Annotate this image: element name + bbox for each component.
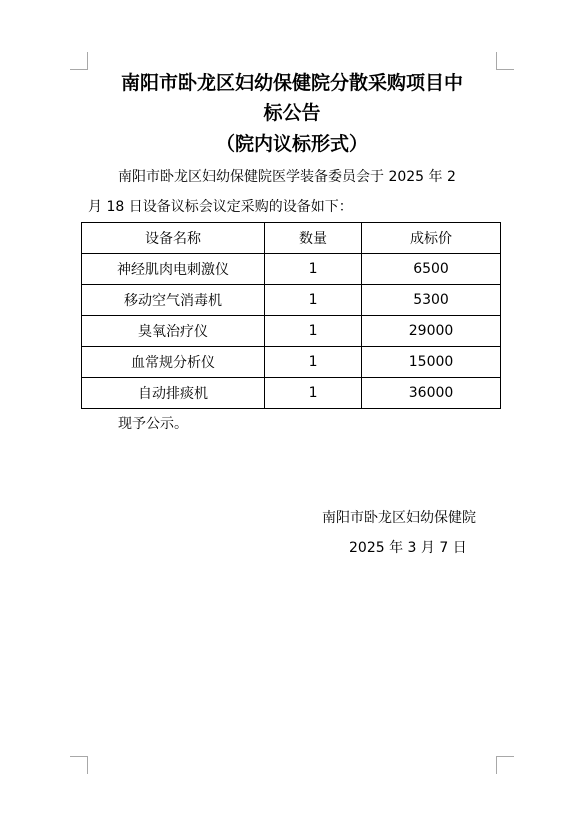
- cell-quantity: 1: [265, 378, 362, 409]
- equipment-table: [81, 222, 501, 409]
- header-quantity: 数量: [265, 223, 362, 254]
- cell-quantity: 1: [265, 316, 362, 347]
- page-corner-mark-top-right: [496, 52, 514, 70]
- page-corner-mark-bottom-left: [70, 756, 88, 774]
- cell-quantity: 1: [265, 285, 362, 316]
- cell-equipment-name: 神经肌肉电刺激仪: [82, 254, 265, 285]
- header-equipment-name: 设备名称: [82, 223, 265, 254]
- table-row: [82, 378, 501, 409]
- header-price: 成标价: [362, 223, 501, 254]
- table-row: [82, 316, 501, 347]
- cell-quantity: 1: [265, 254, 362, 285]
- cell-price: 15000: [362, 347, 501, 378]
- document-subtitle: （院内议标形式）: [215, 133, 368, 155]
- cell-equipment-name: 臭氧治疗仪: [82, 316, 265, 347]
- document-title-line-2: 标公告: [263, 102, 321, 124]
- cell-price: 5300: [362, 285, 501, 316]
- intro-paragraph-line-2: 月 18 日设备议标会议定采购的设备如下：: [88, 199, 353, 215]
- cell-equipment-name: 自动排痰机: [82, 378, 265, 409]
- document-title-line-1: 南阳市卧龙区妇幼保健院分散采购项目中: [120, 72, 463, 94]
- cell-price: 29000: [362, 316, 501, 347]
- page-corner-mark-top-left: [70, 52, 88, 70]
- cell-price: 36000: [362, 378, 501, 409]
- cell-equipment-name: 血常规分析仪: [82, 347, 265, 378]
- notice-text: 现予公示。: [118, 416, 188, 432]
- intro-paragraph-line-1: 南阳市卧龙区妇幼保健院医学装备委员会于 2025 年 2: [118, 169, 456, 185]
- cell-quantity: 1: [265, 347, 362, 378]
- table-header-row: [82, 223, 501, 254]
- table-row: [82, 254, 501, 285]
- signature-date: 2025 年 3 月 7 日: [349, 540, 467, 556]
- cell-price: 6500: [362, 254, 501, 285]
- table-row: [82, 285, 501, 316]
- page-corner-mark-bottom-right: [496, 756, 514, 774]
- table-row: [82, 347, 501, 378]
- cell-equipment-name: 移动空气消毒机: [82, 285, 265, 316]
- signature-organization: 南阳市卧龙区妇幼保健院: [322, 510, 476, 526]
